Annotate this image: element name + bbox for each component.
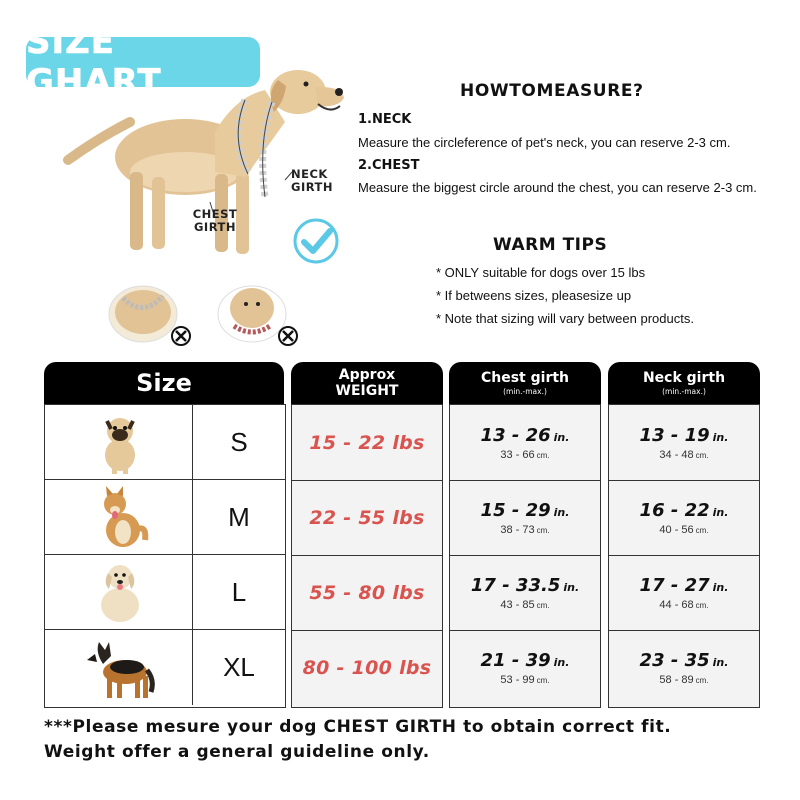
warm-tip: * Note that sizing will vary between products. xyxy=(436,311,694,326)
neck-inches: 16 - 22 xyxy=(639,499,710,521)
neck-inches: 13 - 19 xyxy=(639,424,710,446)
wrong-fit-example-2 xyxy=(212,278,302,348)
weight-value: 80 - 100 lbs xyxy=(302,656,432,679)
unit-in: in. xyxy=(712,505,729,519)
neck-step-title: 1.NECK xyxy=(358,112,412,127)
german-shepherd-icon xyxy=(85,634,155,700)
size-chart-badge: SIZE GHART xyxy=(26,37,260,87)
neck-cm: 40 - 56 xyxy=(659,523,694,536)
chest-cell xyxy=(450,405,600,480)
chest-header-label: Chest girth xyxy=(480,369,570,386)
unit-cm: cm. xyxy=(695,600,709,610)
neck-step-text: Measure the circleference of pet's neck, you can reserve 2-3 cm. xyxy=(358,135,731,150)
neck-cell xyxy=(609,480,759,555)
chest-inches: 15 - 29 xyxy=(480,499,551,521)
how-to-measure-title: HOWTOMEASURE? xyxy=(460,81,644,101)
chest-column-header xyxy=(449,362,601,404)
size-row-l xyxy=(45,555,285,630)
warm-tip: * ONLY suitable for dogs over 15 lbs xyxy=(436,265,646,280)
neck-header-sub: (min.-max.) xyxy=(662,386,706,396)
chest-cell xyxy=(450,555,600,630)
chest-step-title: 2.CHEST xyxy=(358,158,420,173)
footer-suffix: to obtain correct fit. xyxy=(456,717,672,737)
pug-icon xyxy=(85,409,155,475)
size-row-xl xyxy=(45,630,285,705)
neck-cm: 44 - 68 xyxy=(659,598,694,611)
weight-cell xyxy=(292,630,442,705)
chest-inches: 17 - 33.5 xyxy=(470,574,561,596)
unit-cm: cm. xyxy=(695,450,709,460)
size-table xyxy=(44,404,286,708)
footer-note-line2: Weight offer a general guideline only. xyxy=(44,742,430,762)
size-column-header xyxy=(44,362,284,404)
neck-column-header xyxy=(608,362,760,404)
unit-cm: cm. xyxy=(695,675,709,685)
weight-value: 15 - 22 lbs xyxy=(309,431,425,454)
footer-note-line1 xyxy=(44,717,671,737)
chest-step-text: Measure the biggest circle around the chest, you can reserve 2-3 cm. xyxy=(358,180,757,195)
weight-column-header xyxy=(291,362,443,404)
weight-value: 22 - 55 lbs xyxy=(309,506,425,529)
weight-value: 55 - 80 lbs xyxy=(309,581,425,604)
unit-in: in. xyxy=(563,580,580,594)
neck-cell xyxy=(609,555,759,630)
size-row-s xyxy=(45,405,285,480)
chest-cm: 53 - 99 xyxy=(500,673,535,686)
size-label: S xyxy=(230,426,248,457)
size-row-m xyxy=(45,480,285,555)
wrong-fit-example-1 xyxy=(105,278,195,348)
unit-in: in. xyxy=(553,430,570,444)
chest-cm: 38 - 73 xyxy=(500,523,535,536)
chest-cm: 33 - 66 xyxy=(500,448,535,461)
weight-cell xyxy=(292,480,442,555)
neck-cell xyxy=(609,405,759,480)
size-label: L xyxy=(231,576,247,607)
neck-girth-callout: NECK GIRTH xyxy=(291,167,334,194)
weight-cell xyxy=(292,405,442,480)
check-icon xyxy=(290,215,342,267)
unit-cm: cm. xyxy=(536,450,550,460)
neck-header-label: Neck girth xyxy=(642,369,726,386)
neck-column xyxy=(608,404,760,708)
neck-cm: 58 - 89 xyxy=(659,673,694,686)
unit-cm: cm. xyxy=(536,600,550,610)
unit-in: in. xyxy=(553,505,570,519)
shiba-icon xyxy=(85,484,155,550)
neck-cell xyxy=(609,630,759,705)
unit-in: in. xyxy=(712,655,729,669)
neck-inches: 23 - 35 xyxy=(639,649,710,671)
size-header-label: Size xyxy=(136,369,192,397)
labrador-icon xyxy=(85,559,155,625)
chest-column xyxy=(449,404,601,708)
weight-column xyxy=(291,404,443,708)
unit-in: in. xyxy=(553,655,570,669)
unit-cm: cm. xyxy=(536,675,550,685)
footer-prefix: ***Please mesure your dog xyxy=(44,717,324,737)
chest-inches: 21 - 39 xyxy=(480,649,551,671)
chest-cm: 43 - 85 xyxy=(500,598,535,611)
footer-emphasis: CHEST GIRTH xyxy=(323,717,457,737)
weight-cell xyxy=(292,555,442,630)
weight-header-line2: WEIGHT xyxy=(335,383,399,399)
warm-tip: * If betweens sizes, pleasesize up xyxy=(436,288,632,303)
warm-tips-title: WARM TIPS xyxy=(493,235,608,255)
unit-in: in. xyxy=(712,580,729,594)
chest-header-sub: (min.-max.) xyxy=(503,386,547,396)
unit-in: in. xyxy=(712,430,729,444)
chest-cell xyxy=(450,630,600,705)
neck-cm: 34 - 48 xyxy=(659,448,694,461)
weight-header-line1: Approx xyxy=(338,367,396,383)
chest-cell xyxy=(450,480,600,555)
neck-inches: 17 - 27 xyxy=(639,574,710,596)
size-label: M xyxy=(228,501,250,532)
chest-girth-callout: CHEST GIRTH xyxy=(192,207,238,234)
size-label: XL xyxy=(223,652,255,682)
chest-inches: 13 - 26 xyxy=(480,424,551,446)
unit-cm: cm. xyxy=(536,525,550,535)
unit-cm: cm. xyxy=(695,525,709,535)
